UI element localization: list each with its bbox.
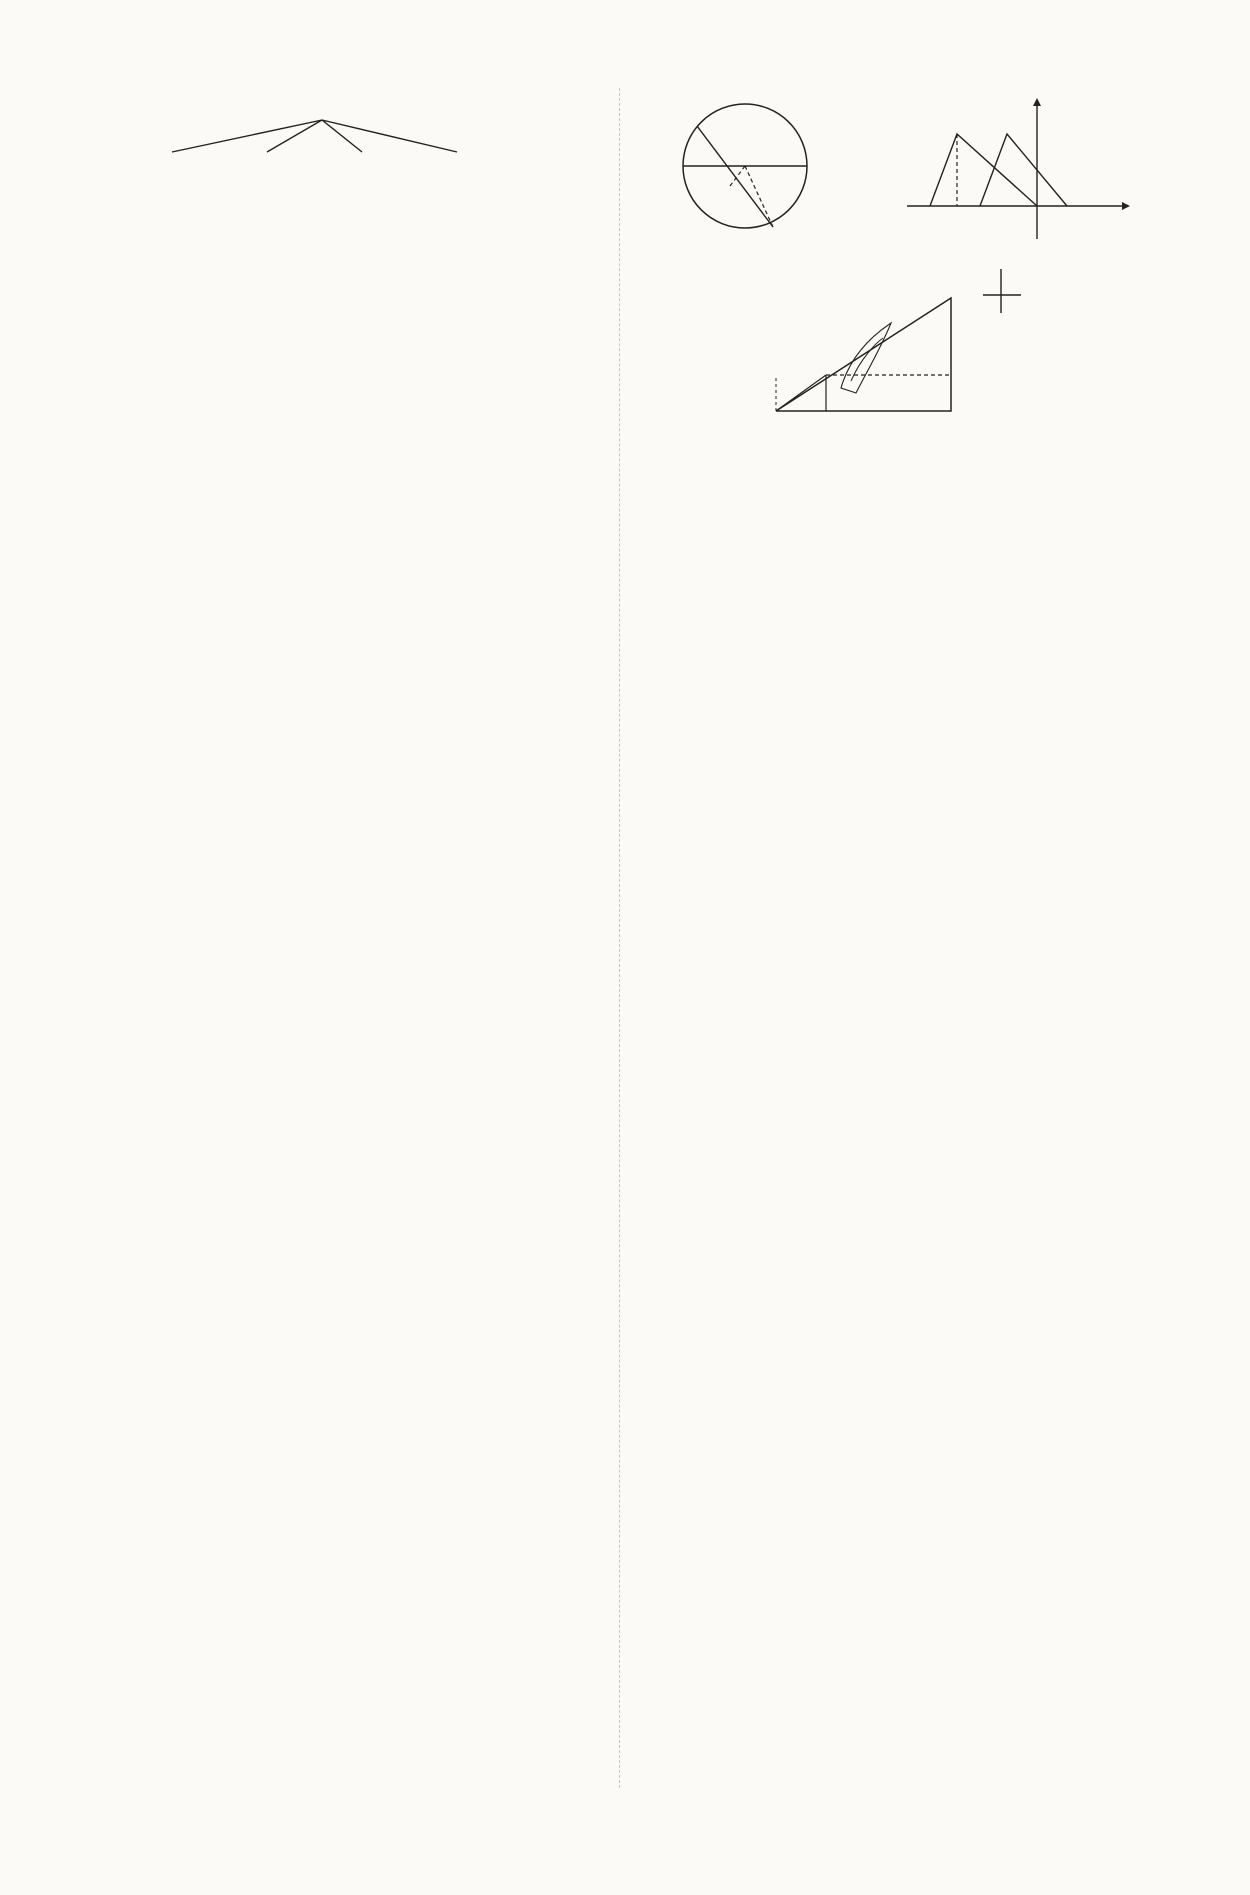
fig15-bo (776, 375, 826, 411)
right-column (645, 88, 1137, 446)
tree-diagram (92, 88, 592, 268)
left-column (92, 88, 592, 268)
fig14-svg (897, 94, 1137, 244)
fig13-of (730, 166, 745, 186)
fig15-triangle-abc (776, 298, 951, 411)
tree-edges-level1 (172, 120, 457, 152)
fig14-x-arrow (1122, 202, 1130, 210)
fig15 (731, 263, 1051, 446)
fig13 (645, 94, 845, 257)
fig13-14-row (645, 94, 1137, 257)
fig13-svg (645, 94, 845, 244)
fig15-svg (731, 263, 1051, 433)
fig14 (897, 94, 1137, 257)
fig13-chord-ab (697, 126, 773, 227)
fig15-lake-outline (841, 323, 891, 393)
fig14-y-arrow (1033, 98, 1041, 106)
tree-diagram-svg (92, 88, 592, 238)
column-divider (619, 88, 620, 1788)
fig14-triangle-ecd (980, 134, 1067, 206)
